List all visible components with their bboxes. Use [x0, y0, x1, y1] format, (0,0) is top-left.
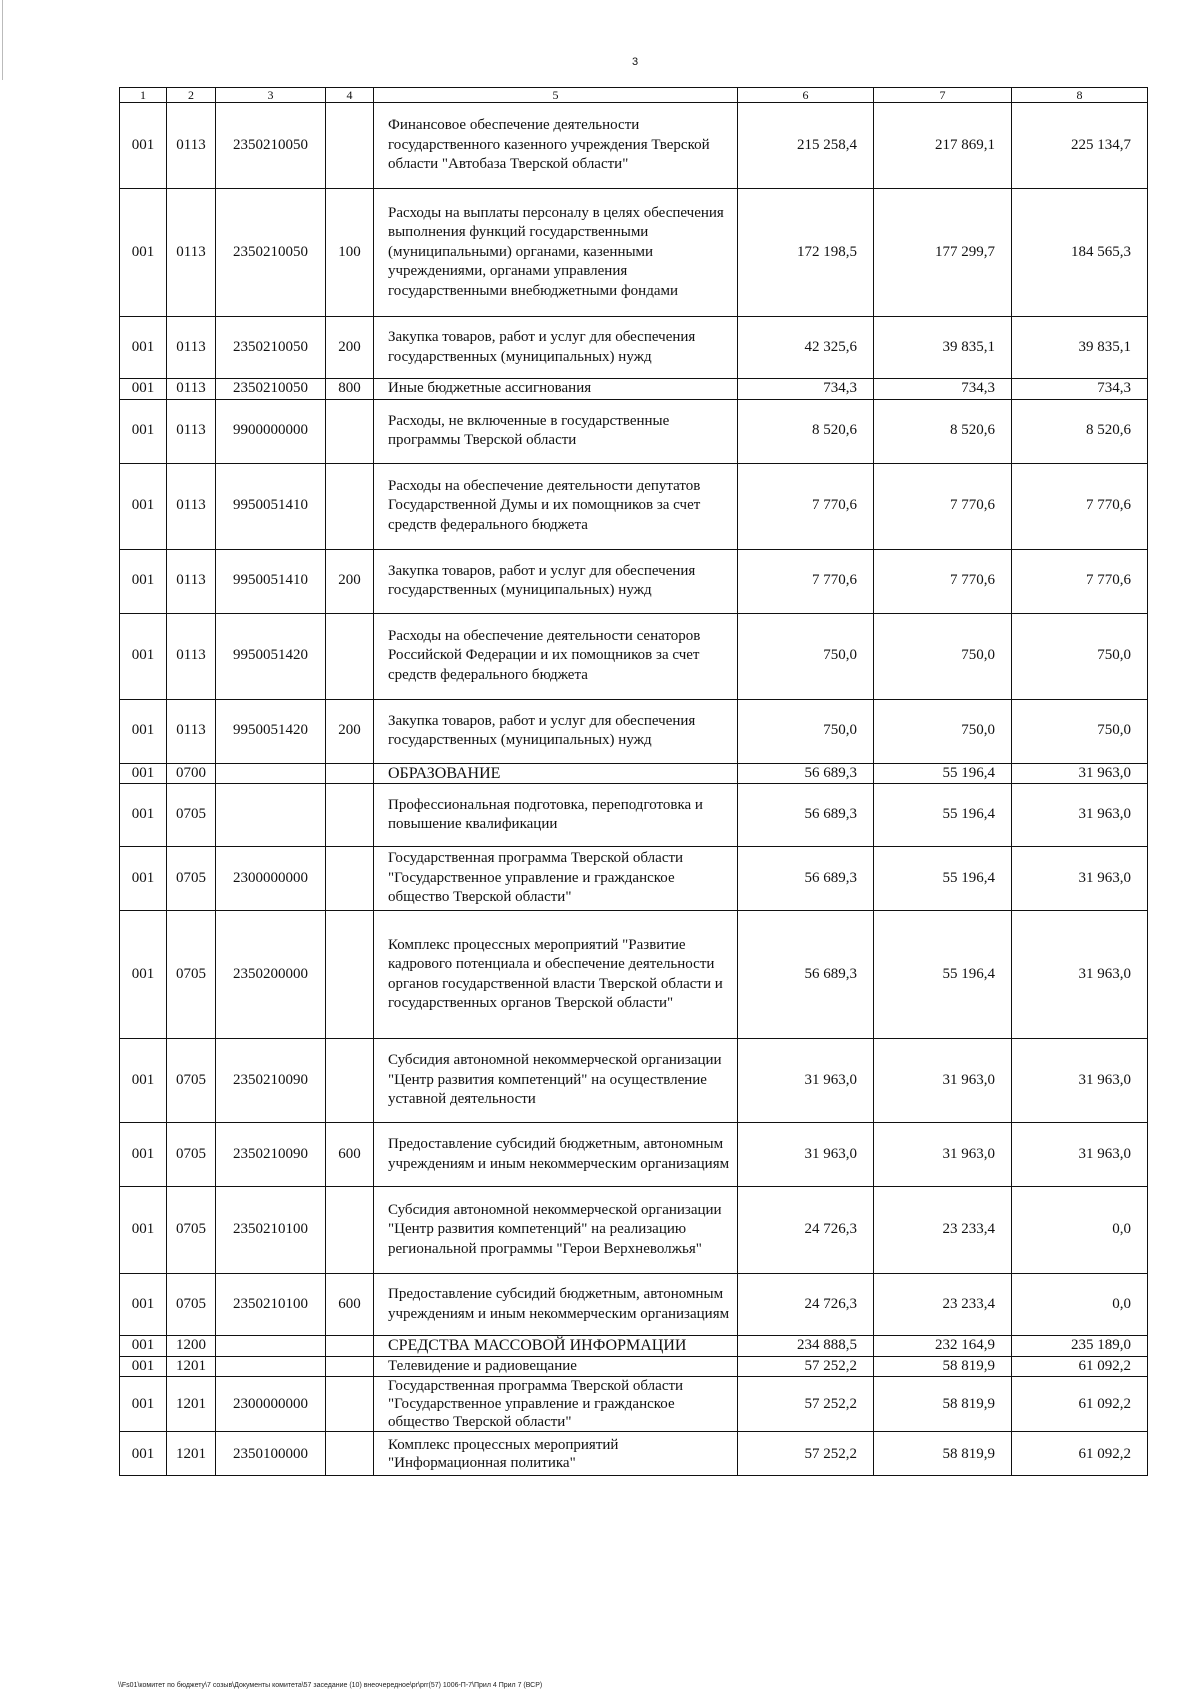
table-cell-c7: 55 196,4	[874, 847, 1012, 911]
table-cell-c6: 215 258,4	[738, 103, 874, 189]
table-cell-c7: 58 819,9	[874, 1356, 1012, 1377]
table-cell-c5: Комплекс процессных мероприятий "Развитие кадрового потенциала и обеспечение деятельности органов государственной власти Тверской области и государственных органов Тверской области"	[374, 911, 738, 1039]
table-cell-c4	[326, 1039, 374, 1123]
table-row	[120, 847, 1148, 911]
table-cell-c1: 001	[120, 1123, 167, 1187]
table-cell-c8: 750,0	[1012, 613, 1148, 699]
table-cell-c3: 2350210100	[216, 1187, 326, 1274]
table-cell-c1: 001	[120, 549, 167, 613]
table-cell-c4: 600	[326, 1123, 374, 1187]
table-cell-c4	[326, 399, 374, 463]
table-cell-c8: 31 963,0	[1012, 763, 1148, 784]
table-cell-c3: 2350210100	[216, 1274, 326, 1336]
table-cell-c8: 734,3	[1012, 379, 1148, 400]
column-number-header	[120, 88, 1148, 103]
table-cell-c7: 7 770,6	[874, 549, 1012, 613]
table-cell-c6: 234 888,5	[738, 1336, 874, 1357]
table-cell-c4	[326, 463, 374, 549]
table-cell-c6: 56 689,3	[738, 911, 874, 1039]
table-cell-c1: 001	[120, 1432, 167, 1476]
table-cell-c6: 734,3	[738, 379, 874, 400]
table-cell-c2: 0113	[167, 317, 216, 379]
table-cell-c1: 001	[120, 103, 167, 189]
column-header: 8	[1012, 88, 1148, 103]
table-cell-c7: 750,0	[874, 699, 1012, 763]
column-header: 3	[216, 88, 326, 103]
table-cell-c4	[326, 784, 374, 847]
table-cell-c7: 58 819,9	[874, 1377, 1012, 1432]
table-cell-c5: Государственная программа Тверской области "Государственное управление и гражданское общество Тверской области"	[374, 847, 738, 911]
table-cell-c6: 7 770,6	[738, 463, 874, 549]
table-cell-c7: 750,0	[874, 613, 1012, 699]
table-cell-c5: Расходы на обеспечение деятельности депутатов Государственной Думы и их помощников за счет средств федерального бюджета	[374, 463, 738, 549]
table-cell-c5: Расходы на выплаты персоналу в целях обеспечения выполнения функций государственными (муниципальными) органами, казенными учреждениями, органами управления государственными внебюджетными фондами	[374, 189, 738, 317]
table-cell-c1: 001	[120, 379, 167, 400]
table-cell-c7: 31 963,0	[874, 1123, 1012, 1187]
table-row	[120, 1039, 1148, 1123]
table-cell-c4	[326, 847, 374, 911]
table-cell-c5: Государственная программа Тверской области "Государственное управление и гражданское общество Тверской области"	[374, 1377, 738, 1432]
table-cell-c5: Закупка товаров, работ и услуг для обеспечения государственных (муниципальных) нужд	[374, 317, 738, 379]
table-cell-c8: 61 092,2	[1012, 1432, 1148, 1476]
table-cell-c1: 001	[120, 1377, 167, 1432]
table-cell-c1: 001	[120, 1356, 167, 1377]
table-cell-c1: 001	[120, 1187, 167, 1274]
table-cell-c6: 7 770,6	[738, 549, 874, 613]
table-cell-c6: 56 689,3	[738, 784, 874, 847]
table-cell-c6: 24 726,3	[738, 1187, 874, 1274]
table-cell-c4: 200	[326, 549, 374, 613]
table-cell-c4	[326, 1187, 374, 1274]
table-cell-c8: 31 963,0	[1012, 1123, 1148, 1187]
table-cell-c3: 2350210090	[216, 1039, 326, 1123]
table-cell-c5: Закупка товаров, работ и услуг для обеспечения государственных (муниципальных) нужд	[374, 699, 738, 763]
table-cell-c6: 56 689,3	[738, 763, 874, 784]
table-row	[120, 399, 1148, 463]
table-cell-c8: 235 189,0	[1012, 1336, 1148, 1357]
table-cell-c6: 31 963,0	[738, 1039, 874, 1123]
table-cell-c3: 2350210090	[216, 1123, 326, 1187]
column-header: 1	[120, 88, 167, 103]
table-cell-c7: 58 819,9	[874, 1432, 1012, 1476]
table-cell-c3: 2350200000	[216, 911, 326, 1039]
table-cell-c8: 0,0	[1012, 1187, 1148, 1274]
table-cell-c4: 200	[326, 699, 374, 763]
table-cell-c6: 8 520,6	[738, 399, 874, 463]
table-cell-c3: 9900000000	[216, 399, 326, 463]
table-cell-c4	[326, 1432, 374, 1476]
table-cell-c3: 2350210050	[216, 379, 326, 400]
table-cell-c3: 2300000000	[216, 847, 326, 911]
table-cell-c5: Финансовое обеспечение деятельности государственного казенного учреждения Тверской области "Автобаза Тверской области"	[374, 103, 738, 189]
table-cell-c5: Комплекс процессных мероприятий "Информационная политика"	[374, 1432, 738, 1476]
table-row	[120, 699, 1148, 763]
table-cell-c1: 001	[120, 784, 167, 847]
table-cell-c1: 001	[120, 699, 167, 763]
table-cell-c1: 001	[120, 189, 167, 317]
table-row	[120, 784, 1148, 847]
table-row	[120, 317, 1148, 379]
table-cell-c8: 225 134,7	[1012, 103, 1148, 189]
table-cell-c4	[326, 911, 374, 1039]
table-cell-c1: 001	[120, 763, 167, 784]
table-cell-c5: Закупка товаров, работ и услуг для обеспечения государственных (муниципальных) нужд	[374, 549, 738, 613]
table-cell-c2: 0705	[167, 911, 216, 1039]
table-row	[120, 1432, 1148, 1476]
table-cell-c8: 7 770,6	[1012, 463, 1148, 549]
table-cell-c7: 734,3	[874, 379, 1012, 400]
table-cell-c5: Телевидение и радиовещание	[374, 1356, 738, 1377]
table-cell-c3	[216, 1356, 326, 1377]
table-cell-c1: 001	[120, 1039, 167, 1123]
table-cell-c6: 750,0	[738, 613, 874, 699]
table-cell-c3: 9950051410	[216, 549, 326, 613]
column-header: 4	[326, 88, 374, 103]
table-row	[120, 613, 1148, 699]
table-cell-c7: 55 196,4	[874, 763, 1012, 784]
table-row	[120, 763, 1148, 784]
table-cell-c6: 57 252,2	[738, 1432, 874, 1476]
budget-table	[119, 87, 1148, 1476]
table-row	[120, 379, 1148, 400]
table-cell-c2: 0113	[167, 463, 216, 549]
table-cell-c5: Расходы, не включенные в государственные программы Тверской области	[374, 399, 738, 463]
table-cell-c3: 2350210050	[216, 189, 326, 317]
table-cell-c2: 0113	[167, 549, 216, 613]
file-path-footer: \\Fs01\комитет по бюджету\7 созыв\Документы комитета\57 заседание (10) внеочередное\pr\prr(57) 1006-П-7\Прил 4 Прил 7 (ВСР)	[118, 1682, 543, 1689]
table-row	[120, 189, 1148, 317]
table-cell-c8: 31 963,0	[1012, 911, 1148, 1039]
table-cell-c8: 8 520,6	[1012, 399, 1148, 463]
table-cell-c5: Субсидия автономной некоммерческой организации "Центр развития компетенций" на реализацию региональной программы "Герои Верхневолжья"	[374, 1187, 738, 1274]
table-cell-c7: 7 770,6	[874, 463, 1012, 549]
table-cell-c8: 184 565,3	[1012, 189, 1148, 317]
table-cell-c7: 177 299,7	[874, 189, 1012, 317]
table-cell-c5: Иные бюджетные ассигнования	[374, 379, 738, 400]
table-cell-c4	[326, 613, 374, 699]
table-cell-c2: 0705	[167, 1187, 216, 1274]
table-row	[120, 549, 1148, 613]
table-cell-c4: 800	[326, 379, 374, 400]
table-cell-c5: Расходы на обеспечение деятельности сенаторов Российской Федерации и их помощников за счет средств федерального бюджета	[374, 613, 738, 699]
table-row	[120, 1123, 1148, 1187]
table-cell-c1: 001	[120, 463, 167, 549]
table-cell-c7: 55 196,4	[874, 784, 1012, 847]
table-cell-c1: 001	[120, 1336, 167, 1357]
table-cell-c2: 1201	[167, 1432, 216, 1476]
table-cell-c8: 31 963,0	[1012, 1039, 1148, 1123]
table-row	[120, 1187, 1148, 1274]
column-header: 6	[738, 88, 874, 103]
table-row	[120, 103, 1148, 189]
table-cell-c8: 61 092,2	[1012, 1377, 1148, 1432]
table-row	[120, 1274, 1148, 1336]
table-cell-c4	[326, 1377, 374, 1432]
table-cell-c7: 217 869,1	[874, 103, 1012, 189]
table-cell-c2: 0705	[167, 1274, 216, 1336]
table-cell-c2: 0113	[167, 699, 216, 763]
table-cell-c8: 750,0	[1012, 699, 1148, 763]
table-row	[120, 911, 1148, 1039]
table-cell-c3: 9950051420	[216, 613, 326, 699]
table-cell-c4	[326, 1336, 374, 1357]
table-cell-c4: 200	[326, 317, 374, 379]
table-cell-c6: 57 252,2	[738, 1356, 874, 1377]
table-cell-c7: 8 520,6	[874, 399, 1012, 463]
table-cell-c6: 57 252,2	[738, 1377, 874, 1432]
table-cell-c2: 1201	[167, 1356, 216, 1377]
table-cell-c6: 31 963,0	[738, 1123, 874, 1187]
table-cell-c8: 31 963,0	[1012, 847, 1148, 911]
table-cell-c8: 61 092,2	[1012, 1356, 1148, 1377]
table-cell-c2: 0700	[167, 763, 216, 784]
table-cell-c3: 2300000000	[216, 1377, 326, 1432]
table-row	[120, 1356, 1148, 1377]
column-header: 5	[374, 88, 738, 103]
table-cell-c6: 172 198,5	[738, 189, 874, 317]
table-cell-c4: 600	[326, 1274, 374, 1336]
table-cell-c7: 232 164,9	[874, 1336, 1012, 1357]
table-cell-c8: 31 963,0	[1012, 784, 1148, 847]
table-row	[120, 1377, 1148, 1432]
table-cell-c4: 100	[326, 189, 374, 317]
table-cell-c3: 2350210050	[216, 103, 326, 189]
table-cell-c5: Профессиональная подготовка, переподготовка и повышение квалификации	[374, 784, 738, 847]
table-cell-c2: 0113	[167, 379, 216, 400]
column-header: 7	[874, 88, 1012, 103]
table-cell-c7: 39 835,1	[874, 317, 1012, 379]
table-cell-c3: 9950051410	[216, 463, 326, 549]
table-cell-c4	[326, 1356, 374, 1377]
table-cell-c5: Предоставление субсидий бюджетным, автономным учреждениям и иным некоммерческим организациям	[374, 1274, 738, 1336]
page-number: 3	[631, 56, 639, 68]
table-cell-c7: 31 963,0	[874, 1039, 1012, 1123]
table-cell-c1: 001	[120, 1274, 167, 1336]
table-cell-c1: 001	[120, 911, 167, 1039]
table-cell-c2: 0705	[167, 784, 216, 847]
table-cell-c2: 0705	[167, 1123, 216, 1187]
table-cell-c2: 0705	[167, 847, 216, 911]
table-cell-c2: 1200	[167, 1336, 216, 1357]
table-cell-c7: 55 196,4	[874, 911, 1012, 1039]
table-cell-c2: 1201	[167, 1377, 216, 1432]
scan-margin-line	[2, 0, 3, 80]
table-cell-c3	[216, 763, 326, 784]
table-row	[120, 463, 1148, 549]
table-cell-c6: 42 325,6	[738, 317, 874, 379]
table-cell-c5: Субсидия автономной некоммерческой организации "Центр развития компетенций" на осуществление уставной деятельности	[374, 1039, 738, 1123]
table-cell-c7: 23 233,4	[874, 1274, 1012, 1336]
table-cell-c5: Предоставление субсидий бюджетным, автономным учреждениям и иным некоммерческим организациям	[374, 1123, 738, 1187]
table-cell-c6: 56 689,3	[738, 847, 874, 911]
table-cell-c6: 24 726,3	[738, 1274, 874, 1336]
column-header: 2	[167, 88, 216, 103]
table-cell-c2: 0705	[167, 1039, 216, 1123]
table-cell-c8: 7 770,6	[1012, 549, 1148, 613]
table-cell-c5: СРЕДСТВА МАССОВОЙ ИНФОРМАЦИИ	[374, 1336, 738, 1357]
table-cell-c4	[326, 763, 374, 784]
table-row	[120, 1336, 1148, 1357]
table-cell-c1: 001	[120, 613, 167, 699]
table-cell-c4	[326, 103, 374, 189]
table-cell-c7: 23 233,4	[874, 1187, 1012, 1274]
table-cell-c2: 0113	[167, 189, 216, 317]
table-cell-c5: ОБРАЗОВАНИЕ	[374, 763, 738, 784]
table-cell-c1: 001	[120, 317, 167, 379]
table-cell-c2: 0113	[167, 103, 216, 189]
table-cell-c8: 0,0	[1012, 1274, 1148, 1336]
table-cell-c6: 750,0	[738, 699, 874, 763]
table-cell-c3: 2350210050	[216, 317, 326, 379]
table-cell-c3: 2350100000	[216, 1432, 326, 1476]
table-cell-c3: 9950051420	[216, 699, 326, 763]
table-cell-c8: 39 835,1	[1012, 317, 1148, 379]
table-cell-c3	[216, 784, 326, 847]
table-cell-c1: 001	[120, 847, 167, 911]
table-cell-c1: 001	[120, 399, 167, 463]
table-cell-c2: 0113	[167, 613, 216, 699]
table-cell-c2: 0113	[167, 399, 216, 463]
table-cell-c3	[216, 1336, 326, 1357]
